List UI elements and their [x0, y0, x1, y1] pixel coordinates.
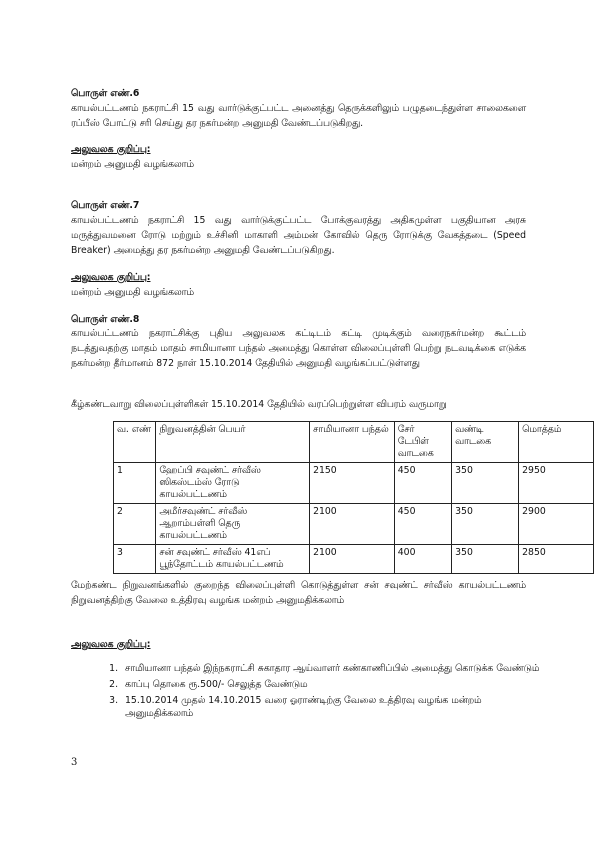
- cell-total: 2850: [519, 545, 594, 574]
- item7-heading: பொருள் எண்.7: [71, 200, 140, 211]
- table-row: [114, 504, 594, 545]
- item6-note: மன்றம் அனுமதி வழங்கலாம்: [71, 159, 194, 170]
- item8-conclusion: மேற்கண்ட நிறுவனங்களில் குறைந்த விலைப்புள்ளி கொடுத்துள்ள சன் சவுண்ட் சர்வீஸ் காயல்பட்டணம் நிறுவனத்திற்கு வேலை உத்திரவு வழங்க மன்றம் அனுமதிக்கலாம்: [71, 580, 526, 606]
- quotation-table: [113, 421, 594, 574]
- item7-note-heading: அலுவலக குறிப்பு:: [71, 272, 151, 283]
- page-number: 3: [71, 757, 78, 768]
- item7-body: காயல்பட்டணம் நகராட்சி 15 வது வார்டுக்குட்பட்ட போக்குவரத்து அதிகமுள்ள பகுதியான அரசு மருத்துவமனை ரோடு மற்றும் உச்சினி மாகாளி அம்மன் கோவில் தெரு ரோடுக்கு வேகத்தடை (Speed Breaker) அமைத்து தர நகர்மன்ற அனுமதி வேண்டப்படுகிறது.: [71, 215, 526, 256]
- cell-total: 2950: [519, 463, 594, 504]
- cell-pandal: 2150: [310, 463, 395, 504]
- cell-chair-table: 450: [394, 463, 451, 504]
- cell-company: சன் சவுண்ட் சர்வீஸ் 41எப் பூந்தோட்டம் காயல்பட்டணம்: [156, 545, 310, 574]
- item8-heading: பொருள் எண்.8: [71, 314, 140, 325]
- table-row: [114, 545, 594, 574]
- table-header-row: [114, 422, 594, 463]
- header-vehicle: வண்டி வாடகை: [452, 422, 519, 463]
- header-chair-table: சேர் டேபிள் வாடகை: [394, 422, 451, 463]
- item8-body: காயல்பட்டணம் நகராட்சிக்கு புதிய அலுவலக கட்டிடம் கட்டி முடிக்கும் வரைநகர்மன்ற கூட்டம் நடத்துவதற்கு மாதம் மாதம் சாமியானா பந்தல் அமைத்து கொள்ள விலைப்புள்ளி பெற்று நடவடிக்கை எடுக்க நகர்மன்ற தீர்மானம் 872 நாள் 15.10.2014 தேதியில் அனுமதி வழங்கப்பட்டுள்ளது: [71, 328, 526, 369]
- cell-chair-table: 450: [394, 504, 451, 545]
- list-item: 2. காப்பு தொகை ரூ.500/- செலுத்த வேண்டும: [121, 678, 541, 691]
- item8-note-heading: அலுவலக குறிப்பு:: [71, 639, 151, 650]
- header-company: நிறுவனத்தின் பெயர்: [156, 422, 310, 463]
- list-item: 3. 15.10.2014 முதல் 14.10.2015 வரை ஓராண்டிற்கு வேலை உத்திரவு வழங்க மன்றம் அனுமதிக்கலாம்: [121, 694, 541, 720]
- header-serial: வ. எண்: [114, 422, 156, 463]
- cell-total: 2900: [519, 504, 594, 545]
- cell-vehicle: 350: [452, 504, 519, 545]
- cell-company: அமீர்சவுண்ட் சர்வீஸ் ஆறாம்பள்ளி தெரு காயல்பட்டணம்: [156, 504, 310, 545]
- item6-note-heading: அலுவலக குறிப்பு:: [71, 144, 151, 155]
- table-row: [114, 463, 594, 504]
- item6-heading: பொருள் எண்.6: [71, 88, 140, 99]
- cell-company: ஹேப்பி சவுண்ட் சர்வீஸ் ஸிகஸ்டம்ஸ் ரோடு காயல்பட்டணம்: [156, 463, 310, 504]
- header-total: மொத்தம்: [519, 422, 594, 463]
- conditions-list: [103, 662, 541, 723]
- cell-vehicle: 350: [452, 545, 519, 574]
- item8-intro: கீழ்கண்டவாறு விலைப்புள்ளிகள் 15.10.2014 தேதியில் வரப்பெற்றுள்ள விபரம் வருமாறு: [71, 399, 447, 410]
- cell-pandal: 2100: [310, 504, 395, 545]
- item7-note: மன்றம் அனுமதி வழங்கலாம்: [71, 287, 194, 298]
- cell-pandal: 2100: [310, 545, 395, 574]
- cell-serial: 3: [114, 545, 156, 574]
- cell-serial: 1: [114, 463, 156, 504]
- item6-body: காயல்பட்டணம் நகராட்சி 15 வது வார்டுக்குட்பட்ட அனைத்து தெருக்களிலும் பழுதடைந்துள்ள சாலைகளை ரப்பீஸ் போட்டு சரி செய்து தர நகர்மன்ற அனுமதி வேண்டப்படுகிறது.: [71, 103, 526, 129]
- list-item: 1. சாமியானா பந்தல் இந்நகராட்சி சுகாதார ஆய்வாளர் கண்காணிப்பில் அமைத்து கொடுக்க வேண்டும்: [121, 662, 541, 675]
- cell-vehicle: 350: [452, 463, 519, 504]
- cell-chair-table: 400: [394, 545, 451, 574]
- header-pandal: சாமியானா பந்தல்: [310, 422, 395, 463]
- cell-serial: 2: [114, 504, 156, 545]
